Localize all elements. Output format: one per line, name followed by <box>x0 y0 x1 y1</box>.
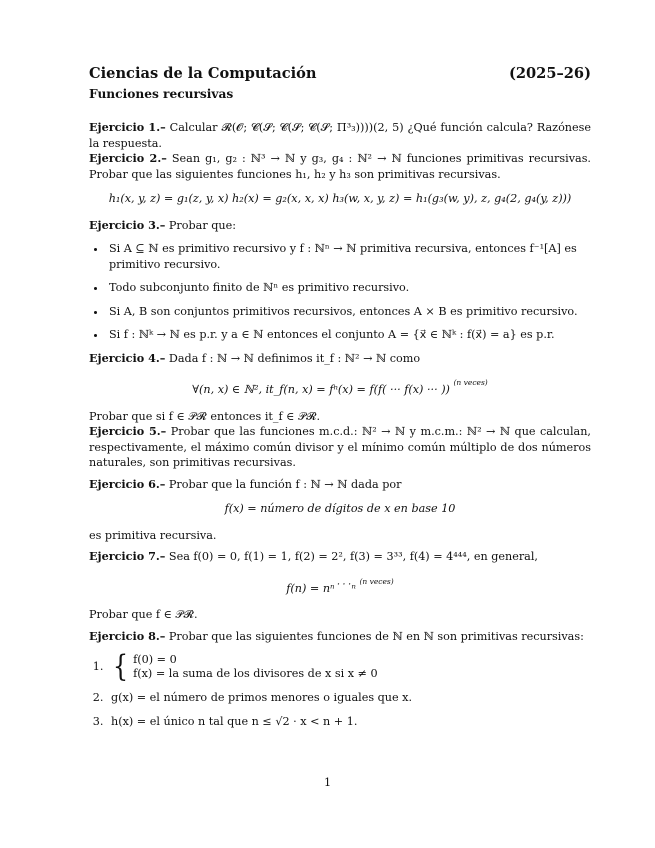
exercise-3-item: • Si f : ℕᵏ → ℕ es p.r. y a ∈ ℕ entonces el conjunto A = {x⃗ ∈ ℕᵏ : f(x⃗) = a} es p.r. <box>107 327 591 343</box>
exercise-2-formula: h₁(x, y, z) = g₁(z, y, x) h₂(x) = g₂(x, x, x) h₃(w, x, y, z) = h₁(g₃(w, y), z, g₄(2, g₄(y, z))) <box>108 192 572 205</box>
exercise-6-after: es primitiva recursiva. <box>89 528 217 542</box>
exercise-3 <box>89 218 591 234</box>
exercise-3-item: • Todo subconjunto finito de ℕⁿ es primitivo recursivo. <box>107 280 591 296</box>
exercise-6-formula: f(x) = número de dígitos de x en base 10 <box>224 502 456 515</box>
exercise-8-text: Probar que las siguientes funciones de ℕ en ℕ son primitivas recursivas: <box>168 629 584 643</box>
exercise-4-formula-main: ∀(n, x) ∈ ℕ², it_f(n, x) = fⁿ(x) = f(f( ··· f(x) ··· )) <box>192 383 450 396</box>
exercise-8-label: Ejercicio 8.– <box>89 628 166 643</box>
exercise-4 <box>89 351 591 367</box>
case-line: f(x) = la suma de los divisores de x si x ≠ 0 <box>133 667 378 680</box>
exercise-6-text: Probar que la función f : ℕ → ℕ dada por <box>168 477 402 491</box>
exercise-4-text: Dada f : ℕ → ℕ definimos it_f : ℕ² → ℕ como <box>168 351 421 365</box>
exercise-3-item: • Si A ⊆ ℕ es primitivo recursivo y f : ℕⁿ → ℕ primitiva recursiva, entonces f⁻¹[A] es primitivo recursivo. <box>107 241 591 272</box>
exercise-8-item-2: 2. g(x) = el número de primos menores o iguales que x. <box>107 690 591 706</box>
case-line: f(0) = 0 <box>133 653 177 666</box>
exercise-4-label: Ejercicio 4.– <box>89 350 166 365</box>
exercise-4-after: Probar que si f ∈ 𝒫𝓡 entonces it_f ∈ 𝒫𝓡. <box>89 409 321 423</box>
exercise-7-formula <box>89 574 591 597</box>
exercise-1-text: Calcular 𝓡(𝓞; 𝓒(𝓢; 𝓒(𝓢; 𝓒(𝓢; Π³₃))))(2, 5) ¿Qué función calcula? Razónese la respuesta. <box>89 121 591 150</box>
exercise-2-label: Ejercicio 2.– <box>89 151 167 165</box>
exercise-1 <box>89 120 591 151</box>
exercise-7-after: Probar que f ∈ 𝒫𝓡. <box>89 608 198 621</box>
exercise-4-formula <box>89 375 591 398</box>
page-number: 1 <box>323 776 332 789</box>
exercise-5-text: Probar que las funciones m.c.d.: ℕ² → ℕ y m.c.m.: ℕ² → ℕ que calculan, respectivamente, el máximo común divisor y el mínimo común múltiplo de dos números naturales, son primitivas recursivas. <box>89 425 591 469</box>
exercise-6 <box>89 477 591 493</box>
exercise-7 <box>89 549 591 565</box>
exercise-4-formula-note: (n veces) <box>453 378 488 387</box>
document-page <box>89 66 591 737</box>
piecewise-definition <box>111 649 378 684</box>
exercise-1-label: Ejercicio 1.– <box>89 120 166 134</box>
exercise-7-formula-main: f(n) = nⁿ˙˙˙ⁿ <box>286 581 356 595</box>
exercise-3-label: Ejercicio 3.– <box>89 217 166 232</box>
course-year: (2025–26) <box>508 65 591 82</box>
exercise-7-label: Ejercicio 7.– <box>89 549 166 563</box>
document-subtitle: Funciones recursivas <box>89 86 234 101</box>
exercise-3-list <box>89 241 591 343</box>
exercise-8 <box>89 629 591 645</box>
exercise-2-text: Sean g₁, g₂ : ℕ³ → ℕ y g₃, g₄ : ℕ² → ℕ funciones primitivas recursivas. Probar que las siguientes funciones h₁, h₂ y h₃ son primitivas recursivas. <box>89 152 591 181</box>
exercise-8-item-1 <box>107 649 591 684</box>
exercise-7-formula-note: (n veces) <box>359 576 394 586</box>
exercise-3-intro: Probar que: <box>168 218 237 232</box>
exercise-5 <box>89 424 591 471</box>
exercise-7-text: Sea f(0) = 0, f(1) = 1, f(2) = 2², f(3) = 3³³, f(4) = 4⁴⁴⁴, en general, <box>168 550 538 563</box>
document-header <box>89 66 591 82</box>
left-brace-icon: 1. { <box>112 649 129 684</box>
exercise-8-list <box>89 649 591 729</box>
exercise-5-label: Ejercicio 5.– <box>89 424 167 438</box>
course-title: Ciencias de la Computación <box>89 65 317 82</box>
exercise-8-item-3: 3. h(x) = el único n tal que n ≤ √2 · x < n + 1. <box>107 714 591 730</box>
exercise-3-item: • Si A, B son conjuntos primitivos recursivos, entonces A × B es primitivo recursivo. <box>107 304 591 320</box>
exercise-2 <box>89 151 591 182</box>
exercise-6-label: Ejercicio 6.– <box>89 476 166 491</box>
